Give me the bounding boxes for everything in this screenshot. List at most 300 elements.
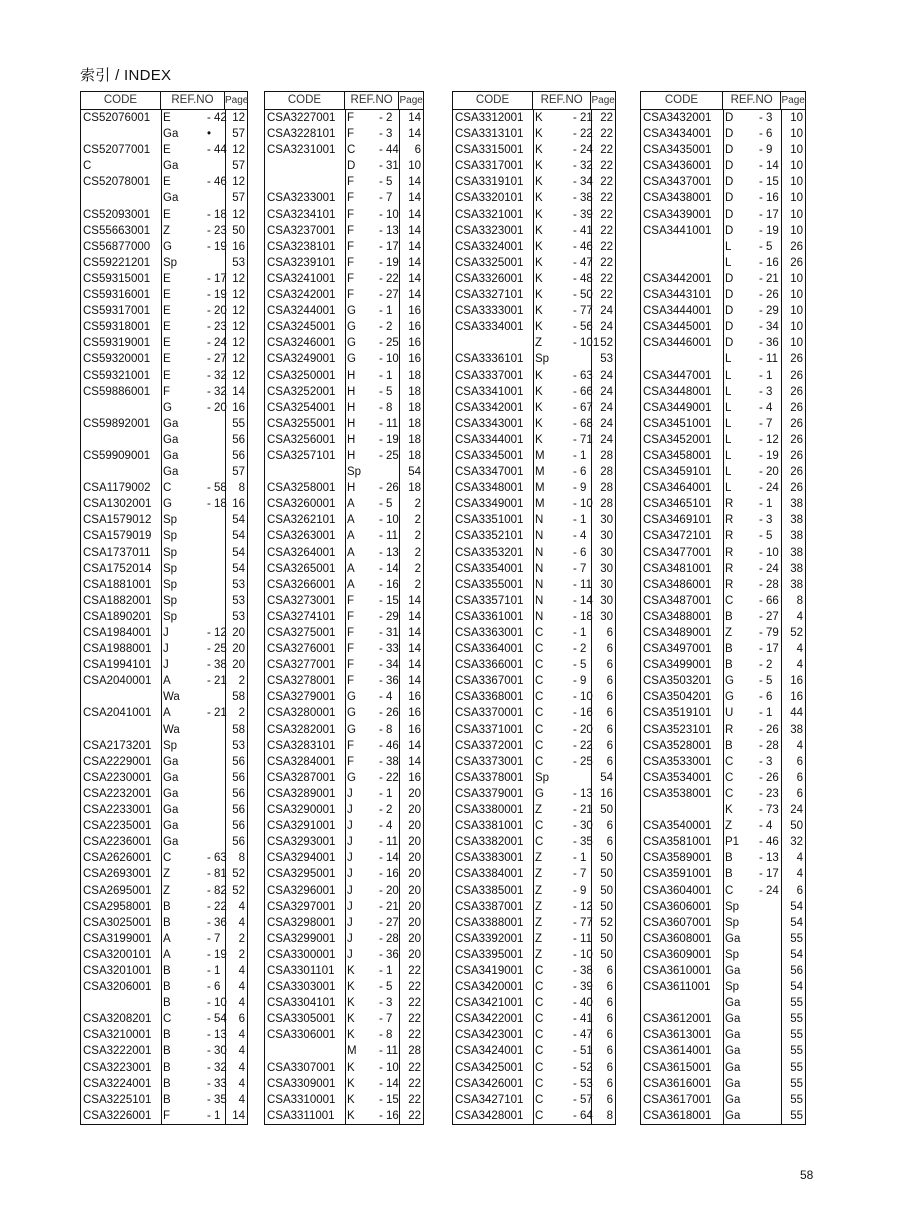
column-header bbox=[641, 92, 805, 110]
code-cell: CS59886001 bbox=[83, 385, 151, 398]
page-cell: 12 bbox=[232, 176, 245, 189]
page-cell: 10 bbox=[790, 337, 803, 350]
page-cell: 14 bbox=[408, 755, 421, 768]
ref-number-cell: - 1 bbox=[379, 305, 393, 318]
table-row bbox=[81, 368, 247, 384]
ref-section-cell: N bbox=[535, 578, 544, 591]
page-cell: 30 bbox=[600, 562, 613, 575]
ref-section-cell: L bbox=[725, 417, 732, 430]
ref-number-cell: - 17 bbox=[759, 208, 779, 221]
ref-number-cell: - 14 bbox=[379, 852, 399, 865]
ref-number-cell: - 19 bbox=[207, 948, 227, 961]
page-cell: 18 bbox=[408, 385, 421, 398]
ref-number-cell: - 36 bbox=[379, 948, 399, 961]
ref-number-cell: - 79 bbox=[759, 627, 779, 639]
table-row bbox=[81, 609, 247, 625]
ref-number-cell: - 63 bbox=[573, 369, 593, 382]
page-cell: 2 bbox=[238, 948, 245, 961]
code-cell: CSA3445001 bbox=[643, 321, 712, 334]
table-row bbox=[81, 561, 247, 577]
ref-section-cell: C bbox=[535, 707, 544, 720]
ref-section-cell: Ga bbox=[725, 997, 741, 1010]
ref-number-cell: - 21 bbox=[573, 112, 593, 124]
code-cell: CSA3370001 bbox=[455, 707, 524, 720]
code-cell: CSA3458001 bbox=[643, 449, 712, 462]
ref-number-cell: - 38 bbox=[207, 659, 227, 672]
ref-number-cell: - 15 bbox=[379, 1093, 399, 1106]
ref-section-cell: Ga bbox=[163, 128, 179, 141]
ref-number-cell: - 38 bbox=[379, 755, 399, 768]
ref-section-cell: Z bbox=[535, 948, 543, 961]
code-cell: CSA3367001 bbox=[455, 675, 524, 688]
ref-number-cell: - 2 bbox=[379, 804, 393, 817]
ref-number-cell: - 19 bbox=[759, 224, 779, 237]
page-cell: 54 bbox=[408, 466, 421, 479]
page-cell: 14 bbox=[408, 643, 421, 656]
code-cell: CSA3280001 bbox=[267, 707, 336, 720]
ref-number-cell: - 82 bbox=[207, 884, 227, 897]
ref-section-cell: C bbox=[535, 675, 544, 688]
ref-section-cell: K bbox=[347, 1109, 355, 1122]
code-cell: CSA3317001 bbox=[455, 160, 524, 173]
ref-number-cell: - 24 bbox=[759, 884, 779, 897]
ref-section-cell: C bbox=[535, 739, 544, 752]
ref-section-cell: D bbox=[725, 176, 734, 189]
ref-number-cell: - 36 bbox=[759, 337, 779, 350]
code-cell: CSA3262101 bbox=[267, 514, 336, 527]
table-row bbox=[81, 770, 247, 786]
ref-section-cell: C bbox=[535, 643, 544, 656]
page-cell: 55 bbox=[232, 417, 245, 430]
page-cell: 54 bbox=[790, 916, 803, 929]
ref-section-cell: C bbox=[535, 1077, 544, 1090]
page-cell: 14 bbox=[408, 256, 421, 269]
page-cell: 4 bbox=[796, 610, 803, 623]
ref-section-cell: C bbox=[163, 482, 172, 495]
code-cell: CSA3239101 bbox=[267, 256, 336, 269]
table-row bbox=[81, 287, 247, 303]
table-row bbox=[81, 834, 247, 850]
ref-number-cell: - 1 bbox=[759, 707, 773, 720]
ref-number-cell: - 13 bbox=[207, 1029, 227, 1042]
code-cell: CSA3237001 bbox=[267, 224, 336, 237]
ref-section-cell: G bbox=[347, 723, 356, 736]
page-cell: 18 bbox=[408, 401, 421, 414]
page-cell: 4 bbox=[238, 1093, 245, 1106]
page-cell: 18 bbox=[408, 417, 421, 430]
page-cell: 16 bbox=[232, 240, 245, 253]
table-row bbox=[81, 995, 247, 1011]
ref-section-cell: D bbox=[725, 144, 734, 157]
ref-section-cell: F bbox=[163, 1109, 171, 1122]
ref-number-cell: - 39 bbox=[573, 981, 593, 994]
code-cell: CSA3441001 bbox=[643, 224, 712, 237]
code-cell: CS59315001 bbox=[83, 272, 151, 285]
page-cell: 56 bbox=[790, 964, 803, 977]
ref-section-cell: B bbox=[725, 739, 733, 752]
table-row bbox=[81, 464, 247, 480]
ref-number-cell: - 20 bbox=[207, 305, 227, 318]
ref-section-cell: K bbox=[535, 224, 543, 237]
code-cell: CSA3275001 bbox=[267, 627, 336, 639]
ref-number-cell: - 1 bbox=[207, 1109, 221, 1122]
ref-section-cell: C bbox=[163, 852, 172, 865]
ref-section-cell: A bbox=[163, 675, 171, 688]
page-cell: 55 bbox=[790, 1045, 803, 1058]
ref-number-cell: - 21 bbox=[573, 804, 593, 817]
ref-section-cell: F bbox=[347, 224, 355, 237]
ref-number-cell: - 66 bbox=[759, 594, 779, 607]
code-cell: CSA3343001 bbox=[455, 417, 524, 430]
page-cell: 12 bbox=[232, 305, 245, 318]
ref-number-cell: - 6 bbox=[759, 691, 773, 704]
column-header bbox=[265, 92, 423, 110]
ref-number-cell: - 1 bbox=[379, 964, 393, 977]
ref-section-cell: K bbox=[535, 272, 543, 285]
ref-section-cell: Sp bbox=[535, 771, 550, 784]
code-cell: CSA3254001 bbox=[267, 401, 336, 414]
code-cell: CSA3283101 bbox=[267, 739, 336, 752]
code-cell: CSA3244001 bbox=[267, 305, 336, 318]
ref-section-cell: Ga bbox=[725, 964, 741, 977]
code-cell: CS59319001 bbox=[83, 337, 151, 350]
page-cell: 10 bbox=[790, 305, 803, 318]
header-ref-no: REF.NO bbox=[345, 92, 399, 109]
ref-number-cell: - 4 bbox=[379, 691, 393, 704]
ref-section-cell: Ga bbox=[163, 836, 179, 849]
page-cell: 54 bbox=[600, 771, 613, 784]
code-cell: CSA3395001 bbox=[455, 948, 524, 961]
ref-section-cell: E bbox=[163, 369, 171, 382]
page-cell: 12 bbox=[232, 289, 245, 302]
ref-number-cell: - 13 bbox=[759, 852, 779, 865]
code-cell: CSA3381001 bbox=[455, 820, 524, 833]
code-cell: CSA3311001 bbox=[267, 1109, 335, 1122]
code-cell: CSA3428001 bbox=[455, 1109, 524, 1122]
ref-section-cell: H bbox=[347, 417, 356, 430]
page-cell: 4 bbox=[238, 1061, 245, 1074]
code-cell: CSA3613001 bbox=[643, 1029, 712, 1042]
page-cell: 55 bbox=[790, 1061, 803, 1074]
ref-section-cell: L bbox=[725, 240, 732, 253]
table-row bbox=[81, 818, 247, 834]
ref-number-cell: - 7 bbox=[759, 417, 773, 430]
page-cell: 2 bbox=[414, 530, 421, 543]
code-cell: CS59892001 bbox=[83, 417, 151, 430]
page-cell: 38 bbox=[790, 530, 803, 543]
code-cell: CSA3344001 bbox=[455, 433, 524, 446]
ref-section-cell: N bbox=[535, 514, 544, 527]
code-cell bbox=[641, 802, 723, 818]
ref-section-cell: R bbox=[725, 578, 734, 591]
code-cell: CSA3276001 bbox=[267, 643, 336, 656]
page-cell: 10 bbox=[790, 112, 803, 124]
page-cell: 56 bbox=[232, 820, 245, 833]
page-cell: 4 bbox=[238, 1029, 245, 1042]
code-cell: CSA3337001 bbox=[455, 369, 524, 382]
ref-section-cell: Z bbox=[163, 224, 171, 237]
code-cell: CSA3618001 bbox=[643, 1109, 712, 1122]
page-cell: 56 bbox=[232, 787, 245, 800]
ref-section-cell: K bbox=[535, 208, 543, 221]
ref-section-cell: C bbox=[535, 627, 544, 639]
code-cell: CSA3610001 bbox=[643, 964, 712, 977]
ref-number-cell: - 58 bbox=[207, 482, 227, 495]
ref-section-cell: E bbox=[163, 112, 171, 124]
page-cell: 6 bbox=[414, 144, 421, 157]
ref-section-cell: K bbox=[535, 112, 543, 124]
ref-number-cell: - 16 bbox=[379, 868, 399, 881]
ref-section-cell: Z bbox=[535, 852, 543, 865]
page-cell: 26 bbox=[790, 449, 803, 462]
ref-number-cell: - 10 bbox=[573, 691, 593, 704]
ref-number-cell bbox=[755, 1092, 781, 1108]
ref-number-cell: - 10 bbox=[379, 353, 399, 366]
page-cell: 24 bbox=[600, 305, 613, 318]
code-cell: CSA3341001 bbox=[455, 385, 524, 398]
code-cell: CSA3250001 bbox=[267, 369, 336, 382]
page-cell: 22 bbox=[408, 997, 421, 1010]
code-cell: CSA3289001 bbox=[267, 787, 336, 800]
column-divider bbox=[781, 110, 782, 1124]
header-ref-no: REF.NO bbox=[723, 92, 781, 109]
code-cell: CSA3447001 bbox=[643, 369, 712, 382]
ref-number-cell: - 77 bbox=[573, 916, 593, 929]
page-cell: 6 bbox=[606, 691, 613, 704]
ref-section-cell: G bbox=[347, 337, 356, 350]
table-row bbox=[81, 1043, 247, 1059]
code-cell: CS59317001 bbox=[83, 305, 151, 318]
ref-number-cell: - 29 bbox=[379, 610, 399, 623]
code-cell: CSA1752014 bbox=[83, 562, 152, 575]
page-cell: 24 bbox=[600, 369, 613, 382]
page-cell: 4 bbox=[238, 997, 245, 1010]
code-cell: CSA3199001 bbox=[83, 932, 152, 945]
code-cell: CSA3435001 bbox=[643, 144, 712, 157]
code-cell: CSA3439001 bbox=[643, 208, 712, 221]
table-row bbox=[81, 1011, 247, 1027]
page-cell: 16 bbox=[408, 771, 421, 784]
table-row bbox=[81, 754, 247, 770]
ref-section-cell: C bbox=[535, 1093, 544, 1106]
table-row bbox=[81, 239, 247, 255]
table-row bbox=[81, 705, 247, 721]
ref-number-cell: - 16 bbox=[379, 1109, 399, 1122]
code-cell: CSA2230001 bbox=[83, 771, 152, 784]
code-cell: CSA3233001 bbox=[267, 192, 336, 205]
code-cell: CSA3486001 bbox=[643, 578, 712, 591]
ref-section-cell: L bbox=[725, 256, 732, 269]
page-cell: 10 bbox=[790, 272, 803, 285]
code-cell: CSA3443101 bbox=[643, 289, 712, 302]
ref-section-cell: D bbox=[725, 160, 734, 173]
code-cell: CSA3446001 bbox=[643, 337, 712, 350]
code-cell: CSA3266001 bbox=[267, 578, 336, 591]
ref-section-cell: Ga bbox=[163, 804, 179, 817]
page-cell: 52 bbox=[600, 337, 613, 350]
ref-number-cell: - 36 bbox=[379, 675, 399, 688]
ref-section-cell: B bbox=[725, 868, 733, 881]
ref-number-cell: - 6 bbox=[207, 981, 221, 994]
page-cell: 14 bbox=[408, 224, 421, 237]
ref-section-cell: F bbox=[163, 385, 171, 398]
header-page: Page bbox=[225, 95, 249, 106]
code-cell: CSA3226001 bbox=[83, 1109, 152, 1122]
page-cell: 14 bbox=[408, 289, 421, 302]
page-cell: 22 bbox=[600, 144, 613, 157]
code-cell: CSA3616001 bbox=[643, 1077, 712, 1090]
ref-number-cell: - 19 bbox=[207, 289, 227, 302]
ref-number-cell: - 21 bbox=[207, 675, 227, 688]
ref-section-cell: F bbox=[347, 755, 355, 768]
ref-section-cell: E bbox=[163, 272, 171, 285]
table-row bbox=[81, 657, 247, 673]
ref-number-cell bbox=[203, 416, 225, 432]
ref-section-cell: K bbox=[347, 1077, 355, 1090]
code-cell: CSA3378001 bbox=[455, 771, 524, 784]
code-cell: CSA3426001 bbox=[455, 1077, 524, 1090]
code-cell: CSA3611001 bbox=[643, 981, 711, 994]
ref-section-cell: Ga bbox=[163, 160, 179, 173]
page-cell: 6 bbox=[606, 1077, 613, 1090]
ref-number-cell: - 28 bbox=[759, 739, 779, 752]
page-cell: 10 bbox=[790, 224, 803, 237]
page-cell: 10 bbox=[790, 289, 803, 302]
ref-section-cell: G bbox=[347, 353, 356, 366]
ref-number-cell: - 21 bbox=[207, 707, 227, 720]
ref-section-cell: H bbox=[347, 369, 356, 382]
ref-number-cell: - 25 bbox=[379, 449, 399, 462]
page-cell: 6 bbox=[606, 1093, 613, 1106]
page-cell: 2 bbox=[414, 546, 421, 559]
code-cell bbox=[81, 995, 161, 1011]
page-cell: 53 bbox=[600, 353, 613, 366]
page-cell: 54 bbox=[790, 900, 803, 913]
ref-section-cell: Sp bbox=[535, 353, 550, 366]
ref-section-cell: D bbox=[725, 289, 734, 302]
ref-section-cell: C bbox=[163, 1013, 172, 1026]
code-cell: CSA3384001 bbox=[455, 868, 524, 881]
page-cell: 22 bbox=[408, 964, 421, 977]
ref-section-cell: G bbox=[347, 707, 356, 720]
ref-number-cell bbox=[569, 351, 591, 367]
ref-section-cell: L bbox=[725, 482, 732, 495]
table-row bbox=[81, 480, 247, 496]
ref-section-cell: F bbox=[347, 192, 355, 205]
code-cell: CSA3385001 bbox=[455, 884, 524, 897]
page-cell: 26 bbox=[790, 401, 803, 414]
page-cell: 2 bbox=[238, 675, 245, 688]
ref-section-cell: U bbox=[725, 707, 734, 720]
ref-section-cell: F bbox=[347, 659, 355, 672]
ref-number-cell: - 17 bbox=[207, 272, 227, 285]
ref-section-cell: D bbox=[347, 160, 356, 173]
table-row bbox=[81, 899, 247, 915]
page-cell: 10 bbox=[790, 128, 803, 141]
ref-section-cell: C bbox=[535, 1029, 544, 1042]
ref-number-cell: - 5 bbox=[759, 240, 773, 253]
page-cell: 28 bbox=[600, 466, 613, 479]
ref-number-cell bbox=[203, 609, 225, 625]
page-cell: 56 bbox=[232, 755, 245, 768]
code-cell: CSA2693001 bbox=[83, 868, 152, 881]
page-cell: 38 bbox=[790, 546, 803, 559]
code-cell: CS52078001 bbox=[83, 176, 151, 189]
code-cell: CSA3528001 bbox=[643, 739, 712, 752]
page-cell: 18 bbox=[408, 449, 421, 462]
code-cell: CS59318001 bbox=[83, 321, 151, 334]
page-cell: 6 bbox=[606, 964, 613, 977]
code-cell: CSA3469101 bbox=[643, 514, 712, 527]
page-cell: 24 bbox=[600, 417, 613, 430]
code-cell: CSA3349001 bbox=[455, 498, 524, 511]
ref-section-cell: Sp bbox=[163, 610, 178, 623]
ref-section-cell: J bbox=[347, 932, 353, 945]
ref-number-cell: - 24 bbox=[207, 337, 227, 350]
ref-number-cell: - 15 bbox=[759, 176, 779, 189]
ref-section-cell: R bbox=[725, 514, 734, 527]
code-cell: CSA3257101 bbox=[267, 449, 336, 462]
code-cell: CSA3436001 bbox=[643, 160, 712, 173]
ref-section-cell: F bbox=[347, 272, 355, 285]
page-cell: 2 bbox=[414, 562, 421, 575]
table-row bbox=[81, 1027, 247, 1043]
code-cell: CSA3432001 bbox=[643, 112, 712, 124]
ref-number-cell bbox=[203, 577, 225, 593]
ref-number-cell bbox=[203, 754, 225, 770]
page-cell: 10 bbox=[790, 160, 803, 173]
page-cell: 16 bbox=[408, 723, 421, 736]
ref-number-cell: - 8 bbox=[379, 1029, 393, 1042]
code-cell: CSA3421001 bbox=[455, 997, 524, 1010]
code-cell: CSA3434001 bbox=[643, 128, 712, 141]
ref-number-cell: - 22 bbox=[573, 128, 593, 141]
page-cell: 26 bbox=[790, 256, 803, 269]
ref-section-cell: Ga bbox=[163, 417, 179, 430]
ref-number-cell: - 47 bbox=[573, 256, 593, 269]
page-cell: 53 bbox=[232, 594, 245, 607]
page-cell: 4 bbox=[796, 852, 803, 865]
page-cell: 26 bbox=[790, 433, 803, 446]
code-cell: CSA3294001 bbox=[267, 852, 336, 865]
code-cell: CSA3540001 bbox=[643, 820, 712, 833]
code-cell bbox=[453, 335, 533, 351]
code-cell: CSA3310001 bbox=[267, 1093, 336, 1106]
page-cell: 24 bbox=[600, 321, 613, 334]
ref-section-cell: Ga bbox=[725, 1029, 741, 1042]
ref-section-cell: D bbox=[725, 337, 734, 350]
code-cell: CSA3499001 bbox=[643, 659, 712, 672]
ref-number-cell: - 22 bbox=[379, 272, 399, 285]
header-page: Page bbox=[591, 95, 615, 106]
table-row bbox=[81, 142, 247, 158]
ref-section-cell: D bbox=[725, 272, 734, 285]
ref-section-cell: E bbox=[163, 208, 171, 221]
page-cell: 20 bbox=[232, 643, 245, 656]
ref-section-cell: N bbox=[535, 610, 544, 623]
ref-number-cell: - 15 bbox=[379, 594, 399, 607]
table-row bbox=[81, 223, 247, 239]
ref-number-cell: - 20 bbox=[573, 723, 593, 736]
ref-section-cell: A bbox=[347, 498, 355, 511]
ref-number-cell bbox=[755, 995, 781, 1011]
code-cell: CSA3363001 bbox=[455, 627, 524, 639]
table-row bbox=[81, 126, 247, 142]
ref-number-cell bbox=[755, 1011, 781, 1027]
ref-number-cell bbox=[203, 593, 225, 609]
ref-section-cell: K bbox=[347, 1061, 355, 1074]
ref-number-cell: - 7 bbox=[379, 192, 393, 205]
